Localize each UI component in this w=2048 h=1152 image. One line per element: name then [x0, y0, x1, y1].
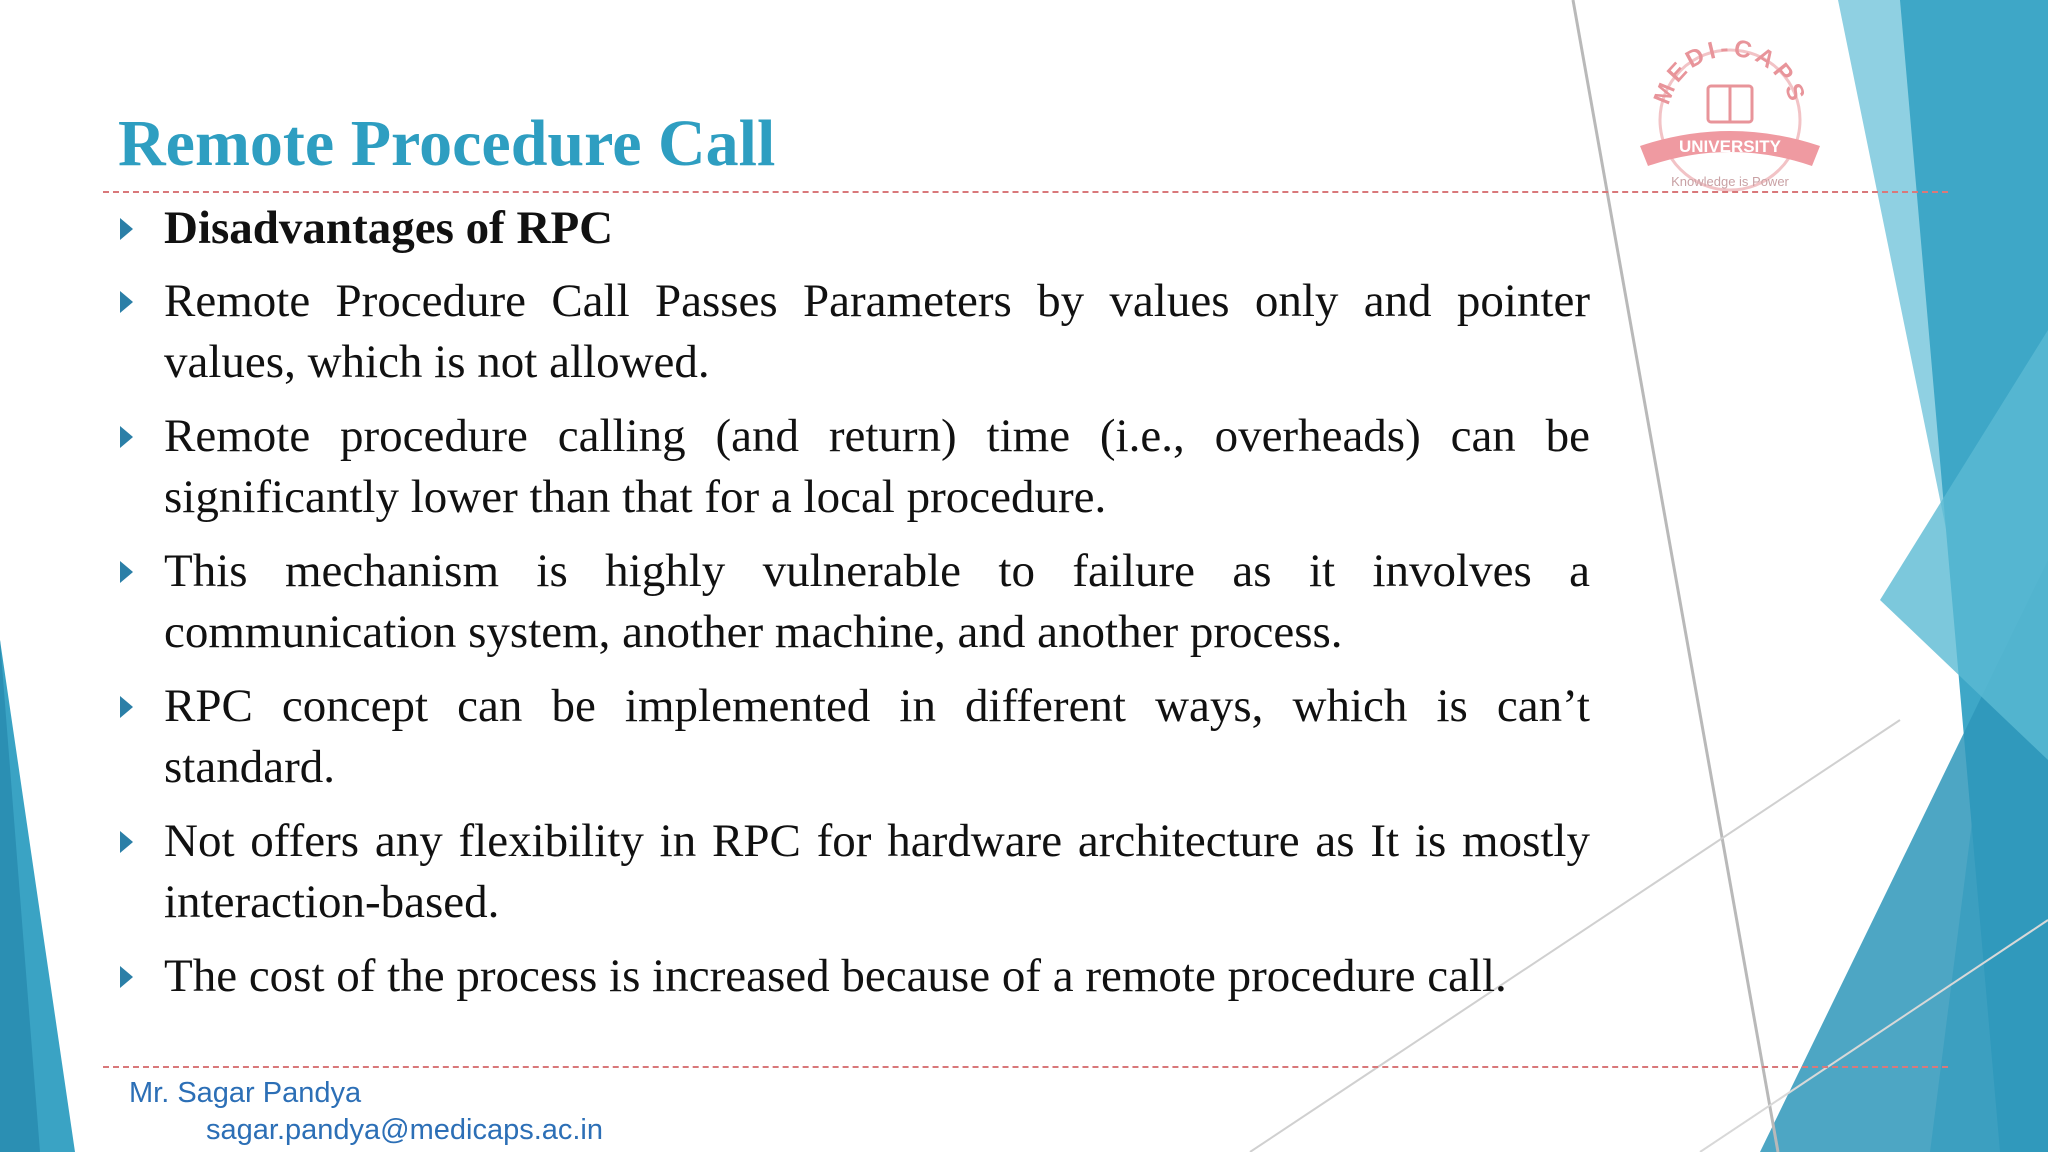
bullet-item: [118, 406, 1590, 528]
slide-title: Remote Procedure Call: [118, 107, 776, 180]
bullet-text: RPC concept can be implemented in different ways, which is can’t standard.: [164, 680, 1590, 793]
footer-divider: [103, 1066, 1948, 1068]
bullet-list: [118, 198, 1590, 1020]
footer-author-email: sagar.pandya@medicaps.ac.in: [206, 1114, 604, 1146]
bullet-arrow-icon: [120, 291, 133, 313]
logo-arc-text: MEDI-CAPS: [1648, 34, 1812, 109]
title-divider: [103, 191, 1948, 193]
bullet-item: [118, 541, 1590, 663]
logo-tagline: Knowledge is Power: [1671, 174, 1789, 189]
bullet-item: [118, 676, 1590, 798]
bullet-arrow-icon: [120, 966, 133, 988]
bullet-item: [118, 198, 1590, 259]
bullet-item: [118, 946, 1590, 1007]
bullet-item: [118, 271, 1590, 393]
bullet-text: Remote procedure calling (and return) time (i.e., overheads) can be significantly lower than that for a local procedure.: [164, 410, 1590, 523]
bullet-arrow-icon: [120, 561, 133, 583]
bullet-arrow-icon: [120, 831, 133, 853]
footer-author-name: Mr. Sagar Pandya: [129, 1077, 362, 1109]
bullet-arrow-icon: [120, 696, 133, 718]
bullet-arrow-icon: [120, 426, 133, 448]
bullet-text: The cost of the process is increased because of a remote procedure call.: [164, 950, 1507, 1002]
bullet-text: Not offers any flexibility in RPC for hardware architecture as It is mostly interaction-based.: [164, 815, 1590, 928]
bullet-text: Disadvantages of RPC: [164, 202, 614, 254]
bullet-text: Remote Procedure Call Passes Parameters by values only and pointer values, which is not allowed.: [164, 275, 1590, 388]
bullet-arrow-icon: [120, 218, 133, 240]
bullet-text: This mechanism is highly vulnerable to failure as it involves a communication system, another machine, and another process.: [164, 545, 1590, 658]
logo-banner-text: UNIVERSITY: [1678, 137, 1782, 156]
university-logo: [1620, 28, 1840, 198]
bullet-item: [118, 811, 1590, 933]
